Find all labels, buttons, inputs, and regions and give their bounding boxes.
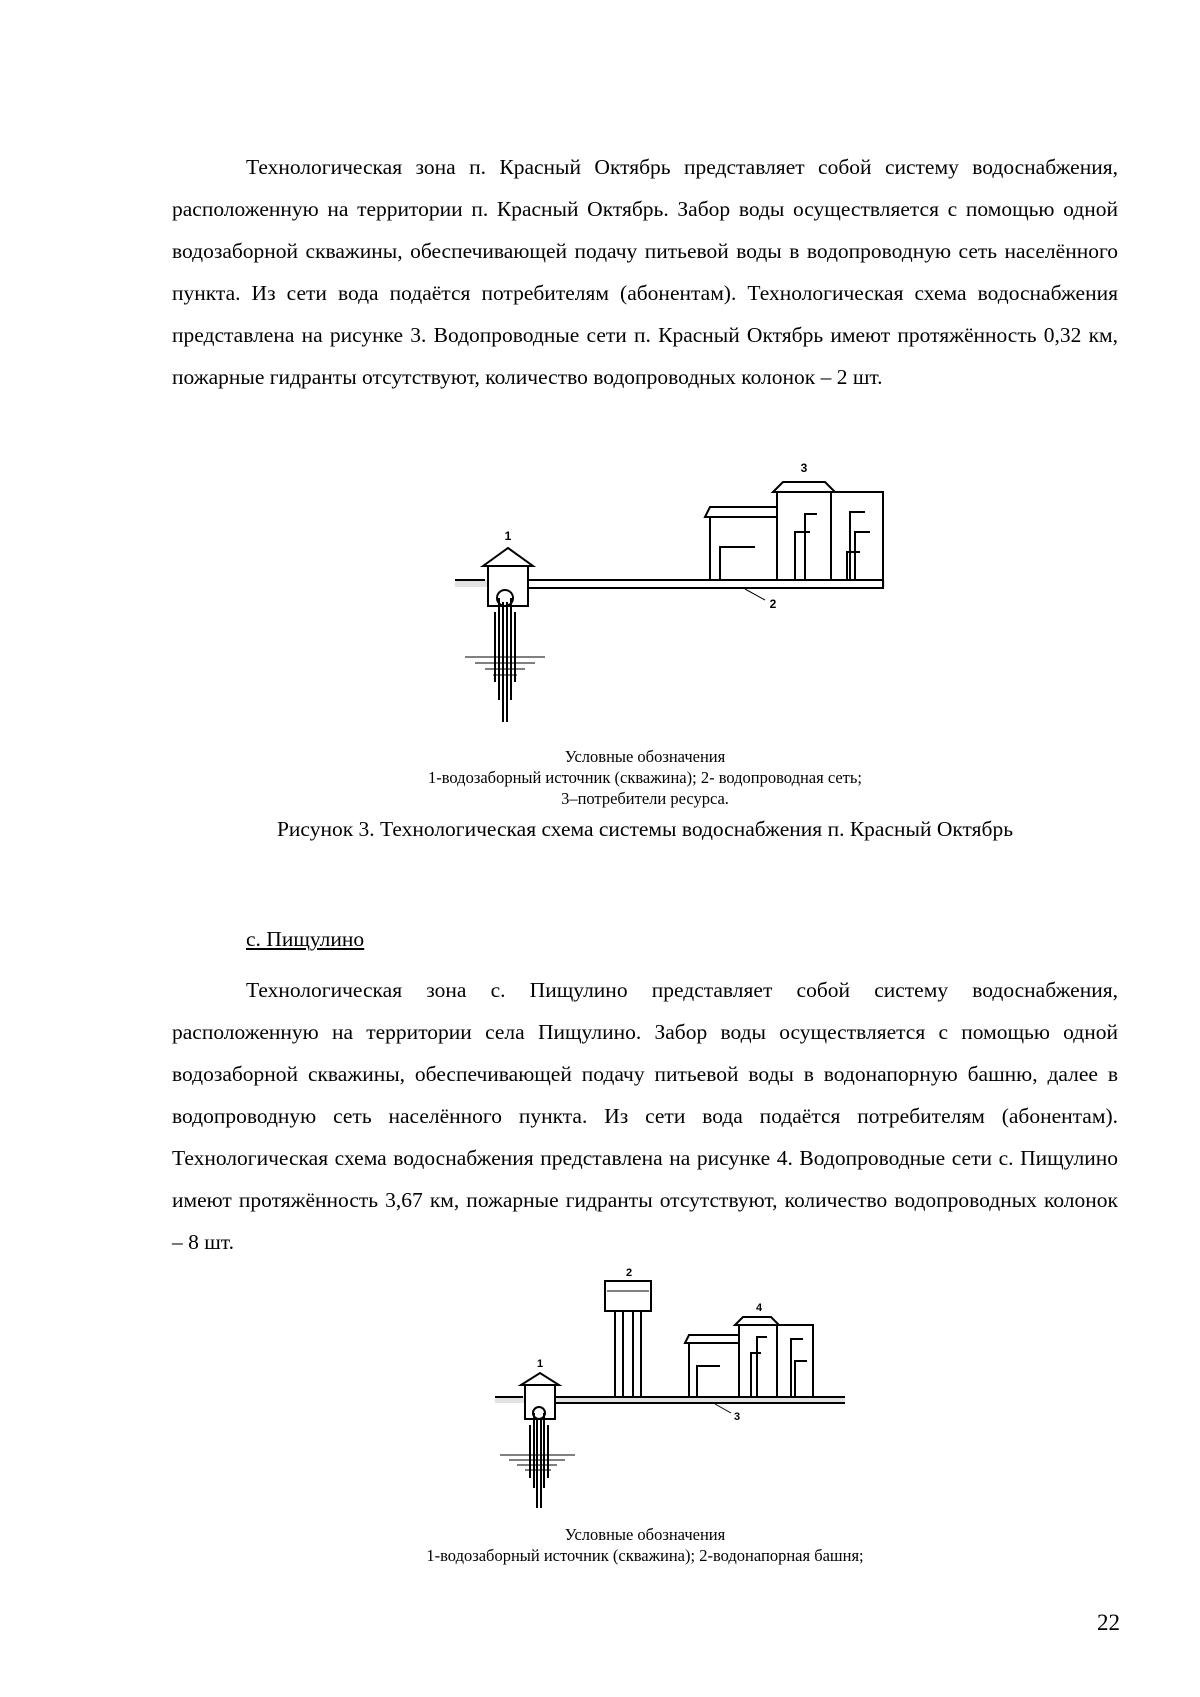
figure3-label-1: 1	[504, 529, 512, 543]
figure4-label-2: 2	[625, 1267, 633, 1279]
figure3-legend	[172, 746, 1118, 809]
figure4-label-1: 1	[536, 1358, 544, 1370]
paragraph-pishchulino: Технологическая зона с. Пищулино представляет собой систему водоснабжения, расположенную на территории села Пищулино. Забор воды осуществляется с помощью одной водозаборной скважины, обеспечивающей подачу питьевой воды в водонапорную башню, далее в водопроводную сеть населённого пункта. Из сети вода подаётся потребителям (абонентам). Технологическая схема водоснабжения представлена на рисунке 4. Водопроводные сети с. Пищулино имеют протяжённость 3,67 км, пожарные гидранты отсутствуют, количество водопроводных колонок – 8 шт.	[172, 978, 1118, 1254]
figure4-label-4: 4	[755, 1302, 763, 1314]
figure4-legend-title: Условные обозначения	[564, 1525, 726, 1544]
section-heading-pishchulino: с. Пищулино	[246, 927, 365, 951]
water-supply-scheme-figure-4	[495, 1263, 845, 1513]
figure3-legend-line1: 1-водозаборный источник (скважина); 2- водопроводная сеть;	[427, 768, 863, 787]
figure3-legend-line2: 3–потребители ресурса.	[561, 789, 729, 808]
figure4-legend-line1: 1-водозаборный источник (скважина); 2-водонапорная башня;	[426, 1546, 864, 1565]
water-supply-scheme-figure-3	[455, 452, 885, 732]
paragraph-krasny-oktyabr: Технологическая зона п. Красный Октябрь представляет собой систему водоснабжения, расположенную на территории п. Красный Октябрь. Забор воды осуществляется с помощью одной водозаборной скважины, обеспечивающей подачу питьевой воды в водопроводную сеть населённого пункта. Из сети вода подаётся потребителям (абонентам). Технологическая схема водоснабжения представлена на рисунке 3. Водопроводные сети п. Красный Октябрь имеют протяжённость 0,32 км, пожарные гидранты отсутствуют, количество водопроводных колонок – 2 шт.	[172, 155, 1118, 389]
figure3-legend-title: Условные обозначения	[564, 747, 726, 766]
figure3-label-2: 2	[769, 597, 777, 611]
page-number: 22	[1097, 1610, 1120, 1635]
figure4-legend	[172, 1524, 1118, 1566]
figure3-label-3: 3	[800, 461, 808, 475]
figure4-label-3: 3	[733, 1411, 741, 1423]
figure3-caption: Рисунок 3. Технологическая схема системы водоснабжения п. Красный Октябрь	[276, 817, 1014, 841]
